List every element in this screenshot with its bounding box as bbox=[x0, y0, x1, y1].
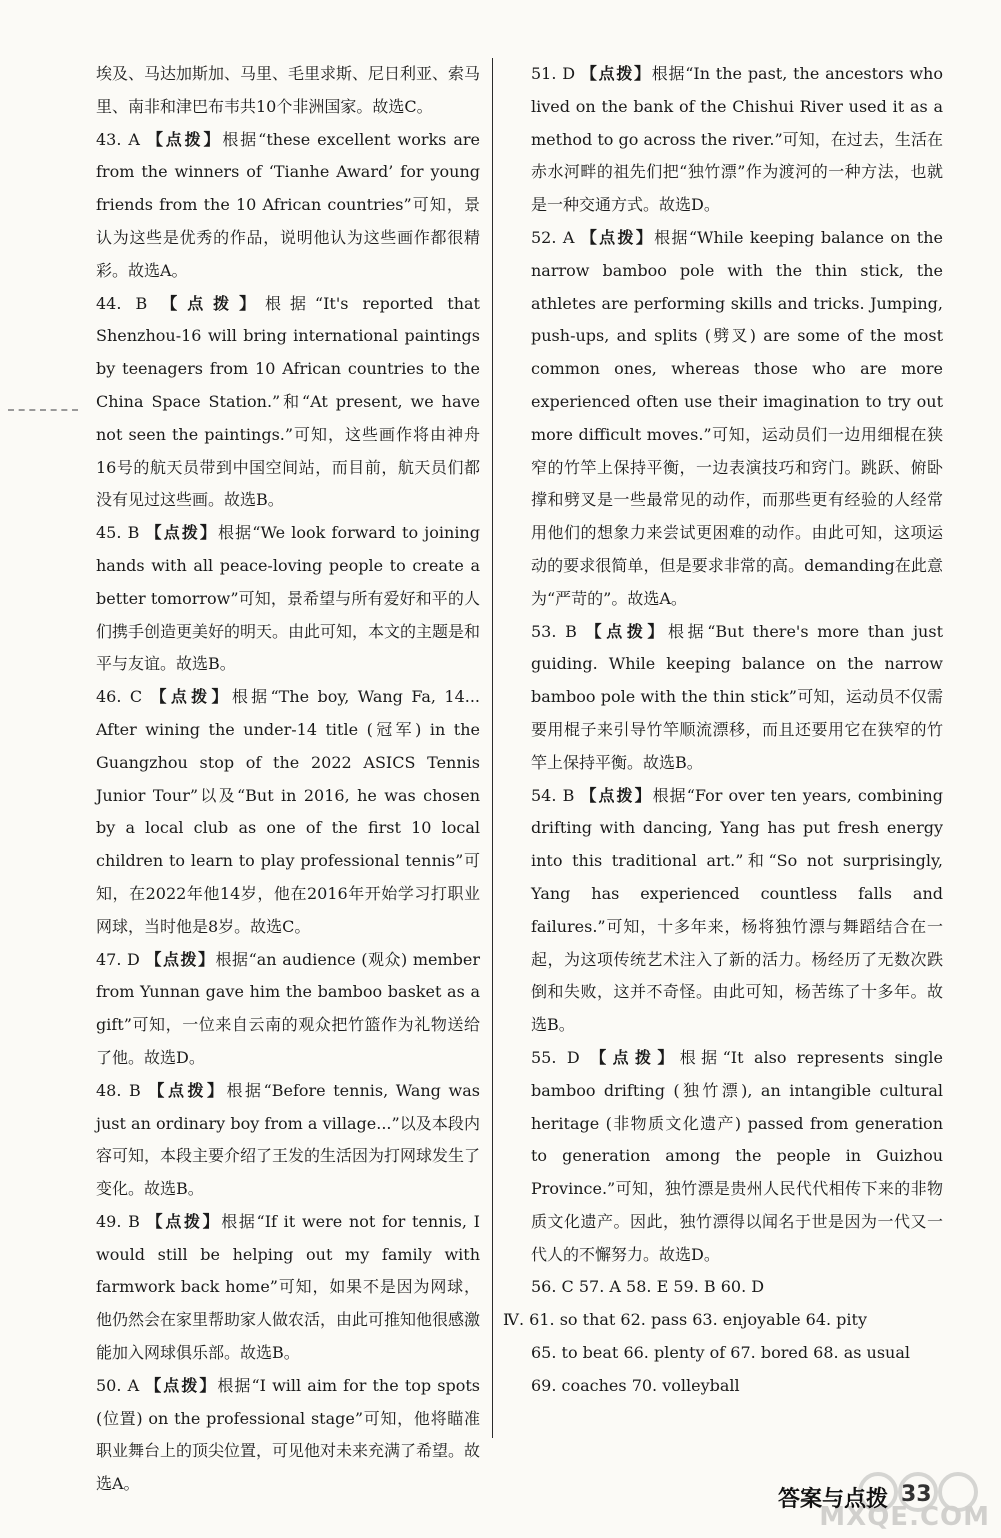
hint-tag: 【点拨】 bbox=[590, 1047, 680, 1067]
answer-text: 根据“I will aim for the top spots (位置) on the professional stage”可知，他将瞄准职业舞台上的顶尖位置，可见他对未来充满了希望。故选A。 bbox=[96, 1375, 481, 1494]
answer-item bbox=[531, 222, 943, 616]
answer-text: 根据“an audience (观众) member from Yunnan gave him the bamboo basket as a gift”可知，一位来自云南的观众把竹篮作为礼物送给了他。故选D。 bbox=[96, 949, 480, 1067]
hint-tag: 【点拨】 bbox=[146, 1211, 222, 1231]
answer-item bbox=[531, 58, 943, 222]
answer-text: 埃及、马达加斯加、马里、毛里求斯、尼日利亚、索马里、南非和津巴布韦共10个非洲国家。故选C。 bbox=[96, 64, 481, 116]
answer-item bbox=[96, 124, 480, 288]
hint-tag: 【点拨】 bbox=[580, 64, 652, 83]
question-number: 44. B bbox=[96, 293, 148, 313]
hint-tag: 【点拨】 bbox=[585, 621, 669, 641]
answer-item bbox=[96, 58, 480, 124]
hint-tag: 【点拨】 bbox=[150, 687, 232, 707]
hint-tag: 【点拨】 bbox=[148, 1080, 227, 1100]
margin-dash-line bbox=[8, 409, 78, 411]
hint-tag: 【点拨】 bbox=[161, 293, 266, 313]
question-number: 51. D bbox=[531, 64, 576, 83]
answer-text: 根据“In the past, the ancestors who lived on the bank of the Chishui River used it as a method to go across the river.”可知，在过去，生活在赤水河畔的祖先们把“独竹漂”作为渡河的一种方法，也就是一种交通方式。故选D。 bbox=[531, 64, 943, 215]
right-column bbox=[503, 58, 944, 1403]
answer-text: 根据“But there's more than just guiding. While keeping balance on the narrow bamboo pole with the thin stick”可知，运动员不仅需要用棍子来引导竹竿顺流漂移，而且还要用它在狭窄的竹竿上保持平衡。故选B。 bbox=[531, 621, 944, 772]
section-iv-line-1 bbox=[503, 1304, 943, 1337]
question-number: 47. D bbox=[96, 949, 140, 969]
question-number: 50. A bbox=[96, 1375, 140, 1395]
left-column bbox=[96, 58, 480, 1501]
answer-text: 根据“We look forward to joining hands with all peace-loving people to create a better tomorrow”可知，景希望与所有爱好和平的人们携手创造更美好的明天。由此可知，本文的主题是和平与友谊。故选B。 bbox=[96, 523, 481, 674]
answer-text: 根据“While keeping balance on the narrow bamboo pole with the thin stick, the athletes are performing skills and tricks. Jumping, push-ups, and splits (劈叉) are some of the most common ones, whereas those who are more experienced often use their imagination to try out more difficult moves.”可知，运动员们一边用细棍在狭窄的竹竿上保持平衡，一边表演技巧和窍门。跳跃、俯卧撑和劈叉是一些最常见的动作，而那些更有经验的人经常用他们的想象力来尝试更困难的动作。由此可知，这项运动的要求很简单，但是要求非常的高。demanding在此意为“严苛的”。故选A。 bbox=[531, 227, 943, 608]
hint-tag: 【点拨】 bbox=[145, 523, 219, 543]
answer-item bbox=[531, 780, 943, 1042]
section-iv-line-2: 65. to beat 66. plenty of 67. bored 68. as usual bbox=[531, 1343, 910, 1363]
answer-item bbox=[96, 1370, 480, 1501]
answer-item bbox=[96, 681, 480, 943]
answer-item bbox=[96, 1206, 480, 1370]
answers-56-60: 56. C 57. A 58. E 59. B 60. D bbox=[531, 1277, 765, 1297]
hint-tag: 【点拨】 bbox=[580, 785, 653, 805]
hint-tag: 【点拨】 bbox=[146, 129, 223, 149]
question-number: 53. B bbox=[531, 621, 577, 641]
question-number: 48. B bbox=[96, 1080, 141, 1100]
hint-tag: 【点拨】 bbox=[145, 1375, 218, 1395]
answer-text: 根据“It's reported that Shenzhou-16 will bring international paintings by teenagers from 10 African countries to the China Space Station.”和“At present, we have not seen the paintings.”可知，这些画作将由神舟16号的航天员带到中国空间站，而目前，航天员们都没有见过这些画。故选B。 bbox=[96, 293, 480, 510]
watermark-text: MXQE.COM bbox=[819, 1502, 990, 1532]
answer-item bbox=[96, 517, 480, 681]
question-number: 49. B bbox=[96, 1211, 140, 1231]
question-number: 46. C bbox=[96, 687, 143, 707]
section-iv-line-3: 69. coaches 70. volleyball bbox=[531, 1375, 740, 1395]
footer-title: 答案与点拨 bbox=[778, 1487, 889, 1512]
question-number: 52. A bbox=[531, 227, 575, 247]
answer-item bbox=[531, 1042, 943, 1272]
column-divider bbox=[492, 58, 493, 1438]
section-iv-answers: 61. so that 62. pass 63. enjoyable 64. pity bbox=[529, 1310, 867, 1330]
question-number: 55. D bbox=[531, 1047, 580, 1067]
answer-text: 根据“If it were not for tennis, I would still be helping out my family with farmwork back home”可知，如果不是因为网球，他仍然会在家里帮助家人做农活，由此可推知他很感激能加入网球俱乐部。故选B。 bbox=[96, 1211, 481, 1363]
answer-text: 根据“The boy, Wang Fa, 14... After wining the under-14 title (冠军) in the Guangzhou stop of the 2022 ASICS Tennis Junior Tour”以及“But in 2016, he was chosen by a local club as one of the first 10 local children to learn to play professional tennis”可知，在2022年他14岁，他在2016年开始学习打职业网球，当时他是8岁。故选C。 bbox=[96, 687, 481, 936]
question-number: 43. A bbox=[96, 129, 140, 149]
hint-tag: 【点拨】 bbox=[580, 227, 655, 247]
hint-tag: 【点拨】 bbox=[145, 949, 216, 969]
answer-text: 根据“It also represents single bamboo drifting (独竹漂), an intangible cultural heritage (非物质文化遗产) passed from generation to generation among the people in Guizhou Province.”可知，独竹漂是贵州人民代代相传下来的非物质文化遗产。因此，独竹漂得以闻名于世是因为一代又一代人的不懈努力。故选D。 bbox=[531, 1047, 943, 1264]
answer-item bbox=[96, 1075, 480, 1206]
question-number: 45. B bbox=[96, 523, 140, 543]
answer-item bbox=[96, 288, 480, 518]
answer-item bbox=[96, 944, 480, 1075]
answer-item bbox=[531, 616, 943, 780]
answer-text: 根据“Before tennis, Wang was just an ordinary boy from a village...”以及本段内容可知，本段主要介绍了王发的生活因为打网球发生了变化。故选B。 bbox=[96, 1080, 481, 1199]
answer-text: 根据“these excellent works are from the winners of ‘Tianhe Award’ for young friends from the 10 African countries”可知，景认为这些是优秀的作品，说明他认为这些画作都很精彩。故选A。 bbox=[96, 129, 480, 280]
answer-text: 根据“For over ten years, combining drifting with dancing, Yang has put fresh energy into this traditional art.”和“So not surprisingly, Yang has experienced countless falls and failures.”可知，十多年来，杨将独竹漂与舞蹈结合在一起，为这项传统艺术注入了新的活力。杨经历了无数次跌倒和失败，这并不奇怪。由此可知，杨苦练了十多年。故选B。 bbox=[531, 785, 943, 1035]
section-iv-numeral: Ⅳ. bbox=[503, 1310, 525, 1330]
question-number: 54. B bbox=[531, 785, 575, 805]
page-number: 33 bbox=[901, 1482, 932, 1507]
